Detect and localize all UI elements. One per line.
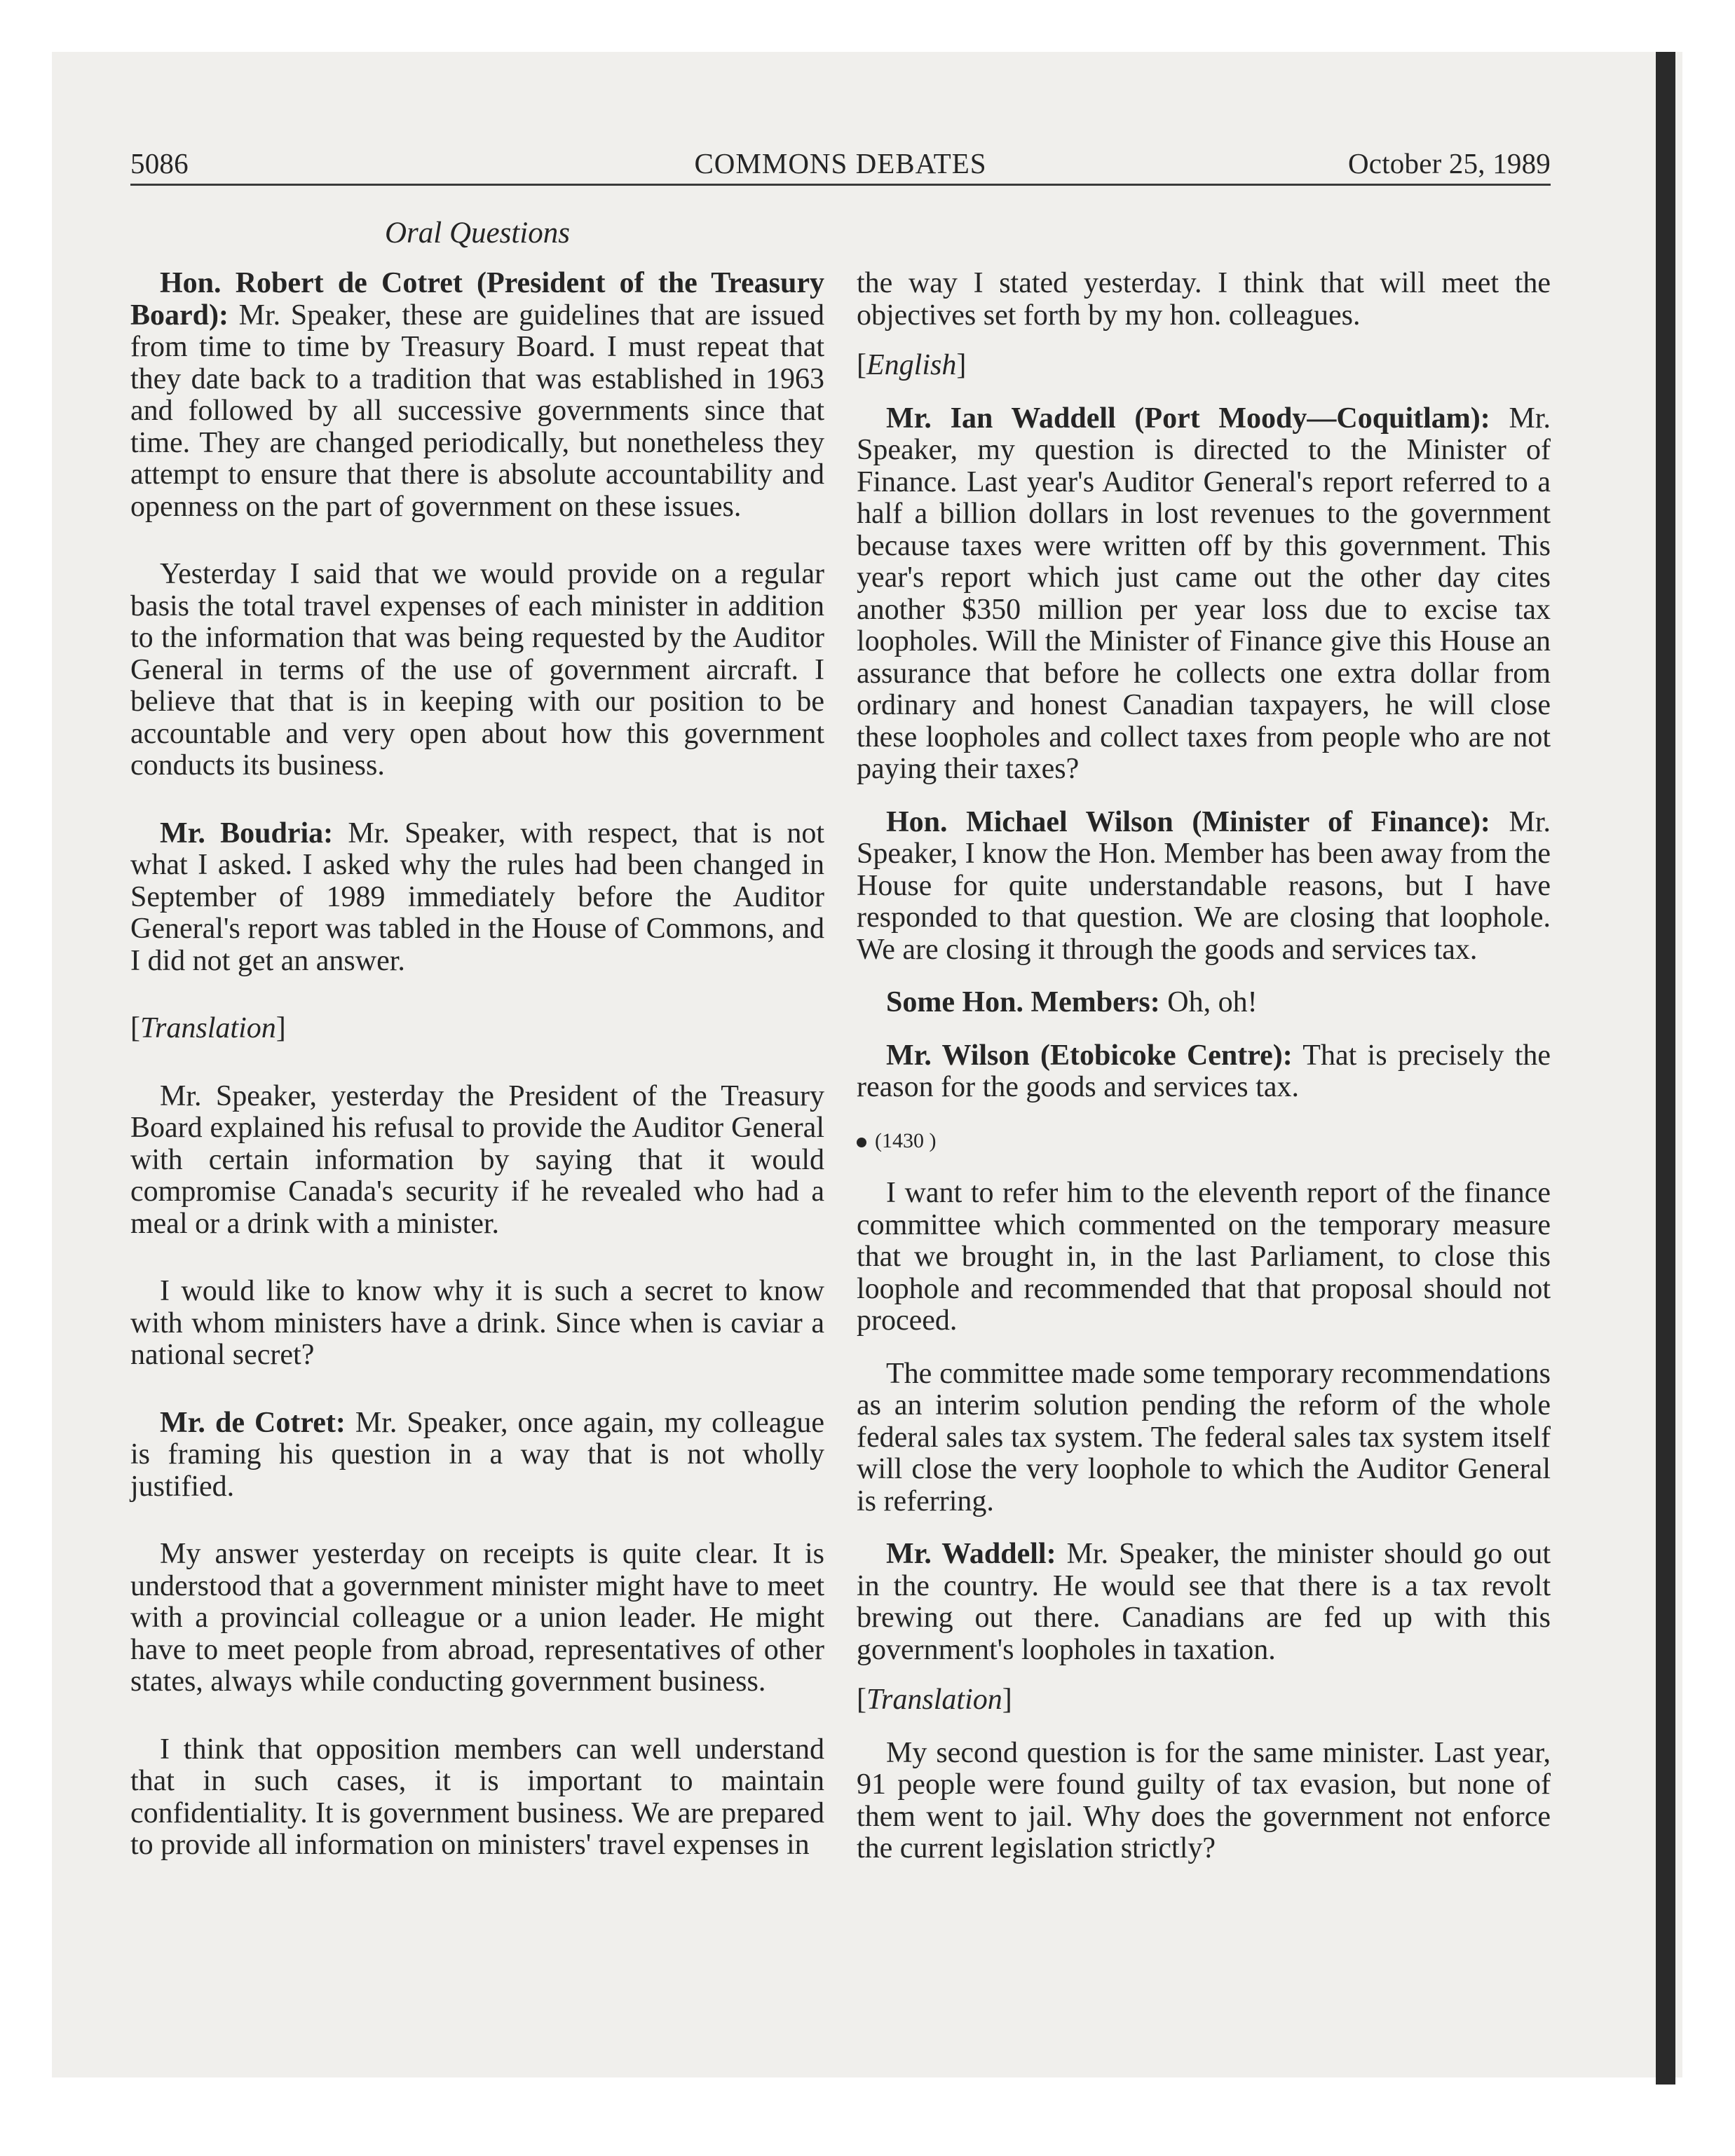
paragraph-de-cotret-4: My answer yesterday on receipts is quite clear. It is understood that a government minister might have to meet with a provincial colleague or a union leader. He might have to meet people from abroad, representatives of other states, always while conducting government business. [130,1538,824,1698]
speaker-name: Hon. Robert de Cotret (President of the Treasury Board): [130,267,824,332]
paragraph-waddell-1 [857,403,1551,786]
speaker-name: Hon. Michael Wilson (Minister of Finance): [886,805,1490,838]
issue-date: October 25, 1989 [1348,147,1551,179]
paragraph-waddell-3: My second question is for the same minister. Last year, 91 people were found guilty of tax evasion, but none of them went to jail. Why does the government not enforce the current legislation strictly? [857,1736,1551,1864]
paragraph-de-cotret-3 [130,1407,824,1503]
paragraph-boudria-1 [130,818,824,978]
running-header [130,142,1551,184]
speech-text: That is precisely the reason for the goods and services tax. [857,1039,1551,1103]
time-marker [857,1125,1551,1157]
language-tag-text: Translation [140,1012,276,1044]
language-tag-english: [English] [857,349,967,381]
paragraph-de-cotret-2: Yesterday I said that we would provide on a regular basis the total travel expenses of each minister in addition to the information that was being requested by the Auditor General in terms of the use of government aircraft. I believe that that is in keeping with our position to be accountable and very open about how this government conducts its business. [130,558,824,782]
speech-text: Mr. Speaker, these are guidelines that are issued from time to time by Treasury Board. I must repeat that they date back to a tradition that was established in 1963 and followed by all successive governments since that time. They are changed periodically, but nonetheless they attempt to ensure that there is absolute accountability and openness on the part of government on these issues. [130,299,824,523]
left-column [130,268,824,1862]
speech-text: Oh, oh! [1159,986,1258,1018]
paragraph-boudria-3: I would like to know why it is such a secret to know with whom ministers have a drink. Since when is caviar a national secret? [130,1275,824,1371]
page-number: 5086 [130,147,189,179]
paragraph-de-cotret-continued: the way I stated yesterday. I think that will meet the objectives set forth by my hon. colleagues. [857,267,1551,332]
speaker-name: Some Hon. Members: [886,986,1160,1018]
paragraph-wilson-2 [857,1040,1551,1104]
speech-text: Mr. Speaker, the minister should go out in the country. He would see that there is a tax revolt brewing out there. Canadians are fed up with this government's loopholes in taxation. [857,1538,1551,1666]
speaker-name: Mr. de Cotret: [160,1406,346,1439]
paragraph-boudria-2: Mr. Speaker, yesterday the President of the Treasury Board explained his refusal to provide the Auditor General with certain information by saying that it would compromise Canada's security if he revealed who had a meal or a drink with a minister. [130,1079,824,1240]
paragraph-wilson-4: The committee made some temporary recommendations as an interim solution pending the reform of the whole federal sales tax system. The federal sales tax system itself will close the very loophole to which the Auditor General is referring. [857,1357,1551,1517]
language-tag-translation: [Translation] [130,1012,286,1044]
speaker-name: Mr. Wilson (Etobicoke Centre): [886,1039,1293,1072]
time-marker-text: (1430 ) [875,1128,937,1152]
paragraph-de-cotret-1 [130,268,824,523]
paragraph-wilson-3: I want to refer him to the eleventh report of the finance committee which commented on the temporary measure that we brought in, in the last Parliament, to close this loophole and recommended that that proposal should not proceed. [857,1177,1551,1337]
speaker-name: Mr. Waddell: [886,1538,1056,1570]
paragraph-waddell-2 [857,1538,1551,1666]
language-tag-text: Translation [866,1684,1002,1716]
speech-text: Mr. Speaker, my question is directed to the Minister of Finance. Last year's Auditor General's report referred to a half a billion dollars in lost revenues to the government because taxes were written off by this government. This year's report which just came out the other day cites another $350 million per year loss due to excise tax loopholes. Will the Minister of Finance give this House an assurance that before he collects one extra dollar from ordinary and honest Canadian taxpayers, he will close these loopholes and collect taxes from people who are not paying their taxes? [857,402,1551,785]
section-title: Oral Questions [385,217,570,250]
speech-text: Mr. Speaker, with respect, that is not what I asked. I asked why the rules had been changed in September of 1989 immediately before the Auditor General's report was tabled in the House of Commons, and I did not get an answer. [130,817,824,977]
paragraph-hon-members [857,987,1551,1019]
header-rule [130,184,1551,186]
language-tag-translation-2: [Translation] [857,1684,1012,1716]
right-column [857,268,1551,1865]
speech-text: Mr. Speaker, I know the Hon. Member has been away from the House for quite understandable reasons, but I have responded to that question. We are closing that loophole. We are closing it through the goods and services tax. [857,805,1551,966]
speaker-name: Mr. Boudria: [160,817,334,850]
journal-title: COMMONS DEBATES [694,147,987,179]
speech-text: Mr. Speaker, once again, my colleague is framing his question in a way that is not wholly justified. [130,1406,824,1503]
paragraph-de-cotret-5: I think that opposition members can well understand that in such cases, it is important to maintain confidentiality. It is government business. We are prepared to provide all information on ministers' travel expenses in [130,1733,824,1861]
speaker-name: Mr. Ian Waddell (Port Moody—Coquitlam): [886,402,1490,435]
paragraph-wilson-1 [857,807,1551,967]
language-tag-text: English [866,349,957,381]
bullet-icon [857,1138,866,1147]
